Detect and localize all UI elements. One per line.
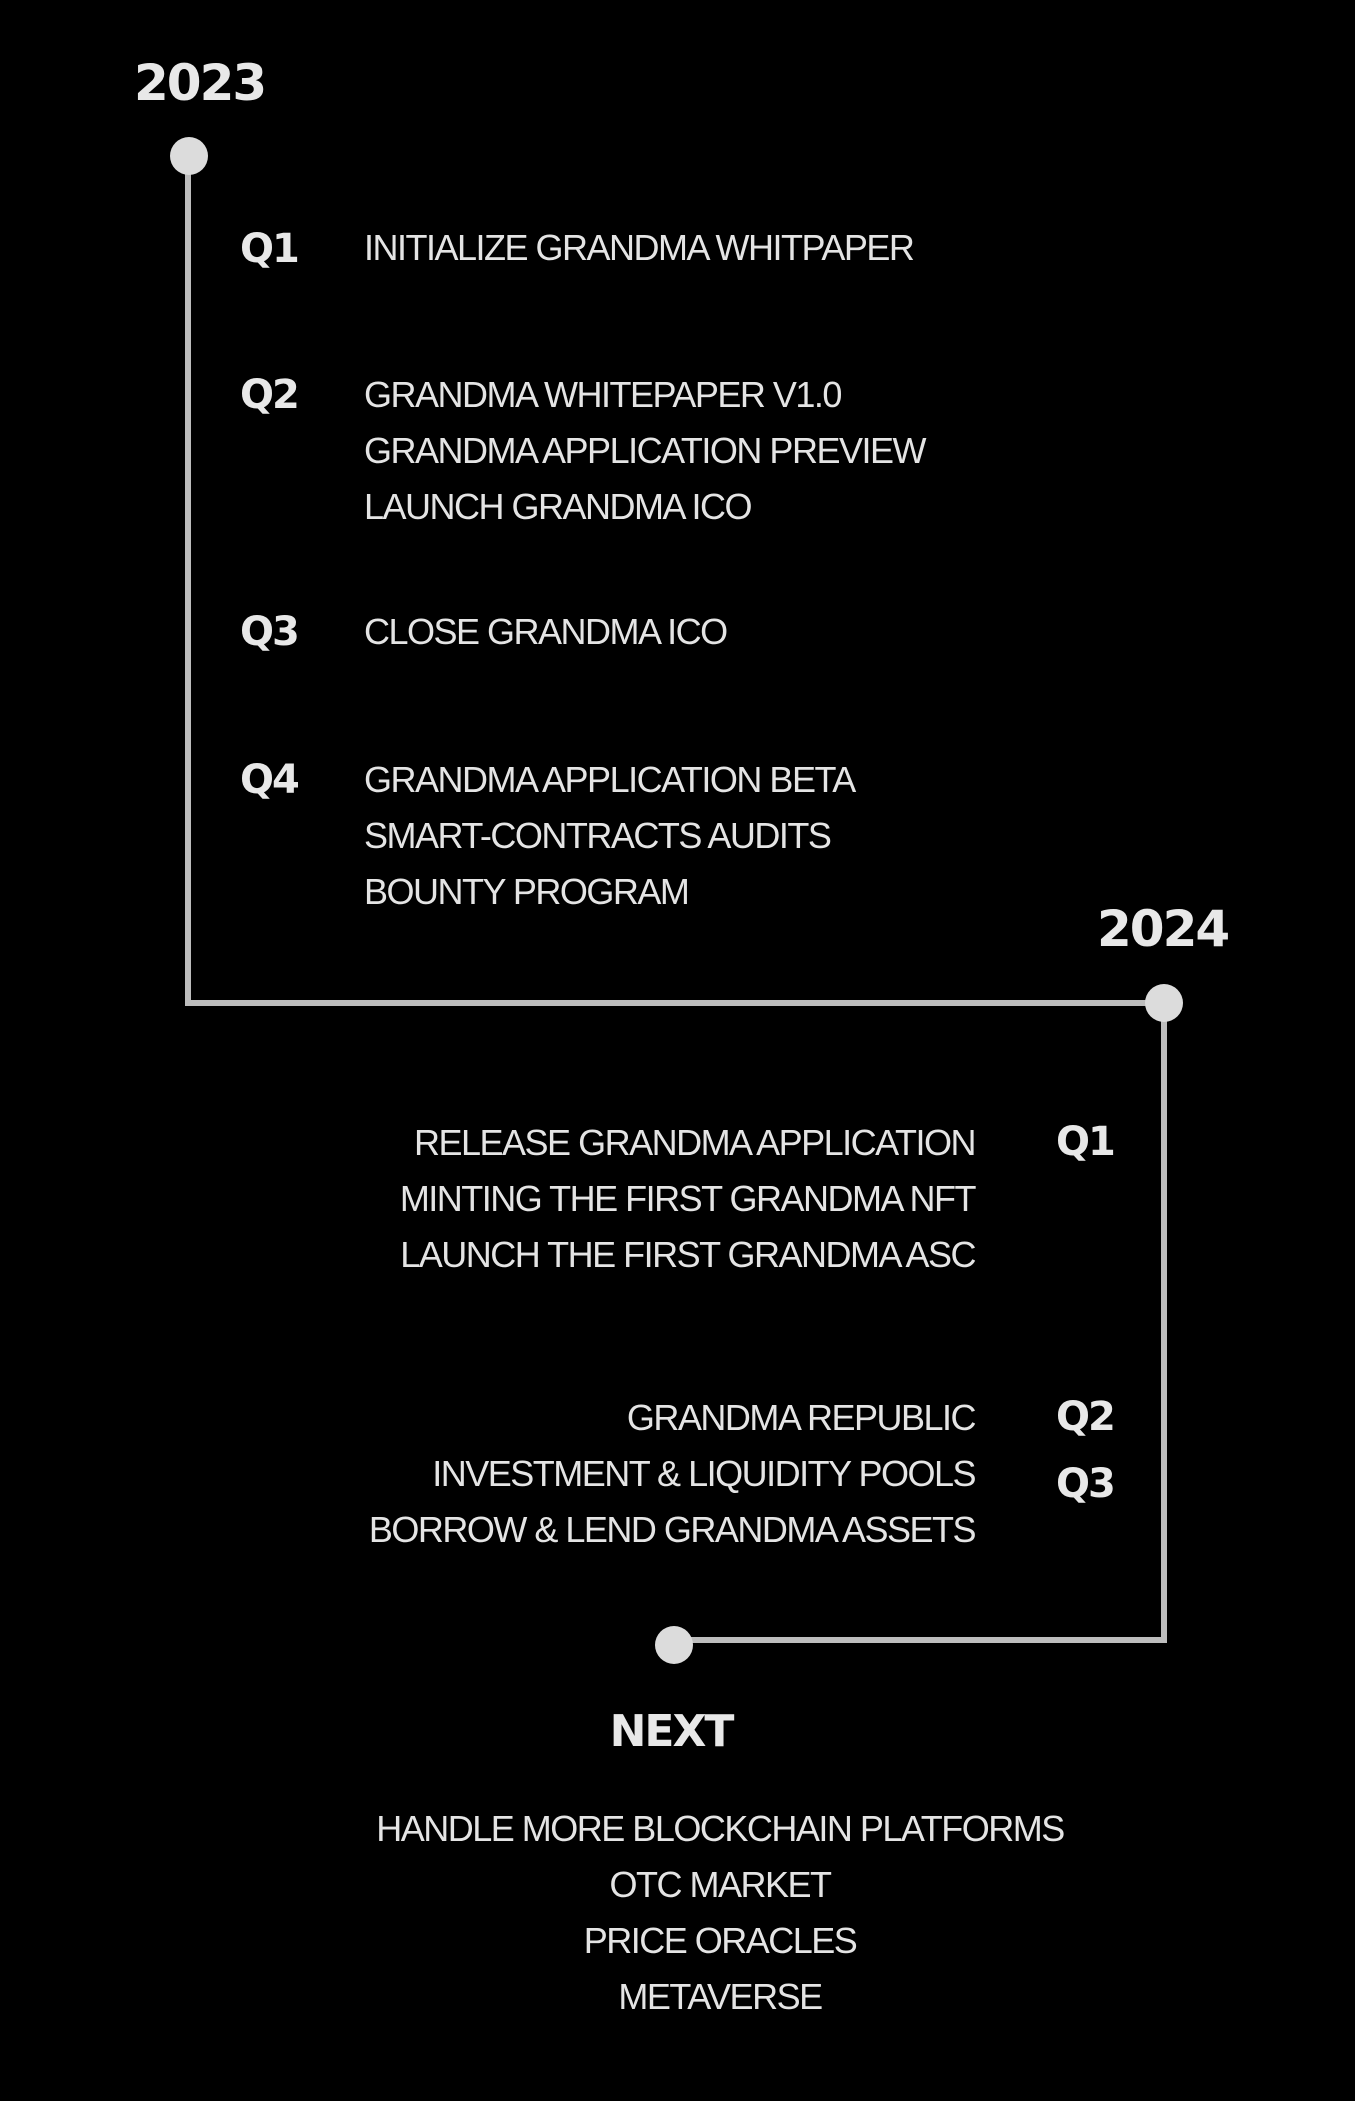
list-item: PRICE ORACLES	[583, 1920, 857, 1961]
quarter-2024-q1-items	[400, 1115, 975, 1283]
list-item: GRANDMA APPLICATION PREVIEW	[364, 430, 925, 471]
year-2023-label: 2023	[134, 54, 266, 112]
list-item: INITIALIZE GRANDMA WHITPAPER	[364, 227, 914, 268]
list-item: GRANDMA APPLICATION BETA	[364, 759, 855, 800]
quarter-2023-q4-items	[364, 752, 855, 920]
list-item: CLOSE GRANDMA ICO	[364, 611, 727, 652]
year-2024-label: 2024	[1097, 900, 1229, 958]
timeline-dot-2023	[170, 137, 208, 175]
timeline-line-2024-vertical	[1161, 1003, 1167, 1643]
timeline-line-end-horizontal	[673, 1637, 1167, 1643]
list-item: OTC MARKET	[609, 1864, 831, 1905]
quarter-2023-q2-label: Q2	[240, 372, 298, 418]
quarter-2023-q3-label: Q3	[240, 609, 298, 655]
list-item: RELEASE GRANDMA APPLICATION	[413, 1122, 975, 1163]
list-item: METAVERSE	[618, 1976, 822, 2017]
timeline-dot-end	[655, 1626, 693, 1664]
list-item: GRANDMA REPUBLIC	[626, 1397, 975, 1438]
list-item: BOUNTY PROGRAM	[364, 871, 689, 912]
quarter-2023-q4-label: Q4	[240, 757, 298, 803]
list-item: GRANDMA WHITEPAPER V1.0	[364, 374, 841, 415]
list-item: MINTING THE FIRST GRANDMA NFT	[399, 1178, 975, 1219]
list-item: BORROW & LEND GRANDMA ASSETS	[368, 1509, 975, 1550]
quarter-2024-q2q3-items	[369, 1390, 975, 1558]
list-item: HANDLE MORE BLOCKCHAIN PLATFORMS	[376, 1808, 1064, 1849]
quarter-2023-q2-items	[364, 367, 925, 535]
quarter-2024-q1-label: Q1	[1056, 1119, 1114, 1165]
quarter-2024-q3-label: Q3	[1056, 1461, 1114, 1507]
list-item: LAUNCH THE FIRST GRANDMA ASC	[400, 1234, 975, 1275]
next-items	[270, 1801, 1170, 2025]
list-item: LAUNCH GRANDMA ICO	[364, 486, 752, 527]
quarter-2023-q1-items	[364, 220, 913, 276]
timeline-line-2023-vertical	[185, 156, 191, 1006]
timeline-dot-2024	[1145, 984, 1183, 1022]
quarter-2023-q1-label: Q1	[240, 226, 298, 272]
quarter-2024-q2-label: Q2	[1056, 1394, 1114, 1440]
next-title: NEXT	[609, 1706, 733, 1757]
quarter-2023-q3-items	[364, 604, 727, 660]
list-item: INVESTMENT & LIQUIDITY POOLS	[432, 1453, 975, 1494]
timeline-line-connector-horizontal	[185, 1000, 1167, 1006]
list-item: SMART-CONTRACTS AUDITS	[364, 815, 831, 856]
